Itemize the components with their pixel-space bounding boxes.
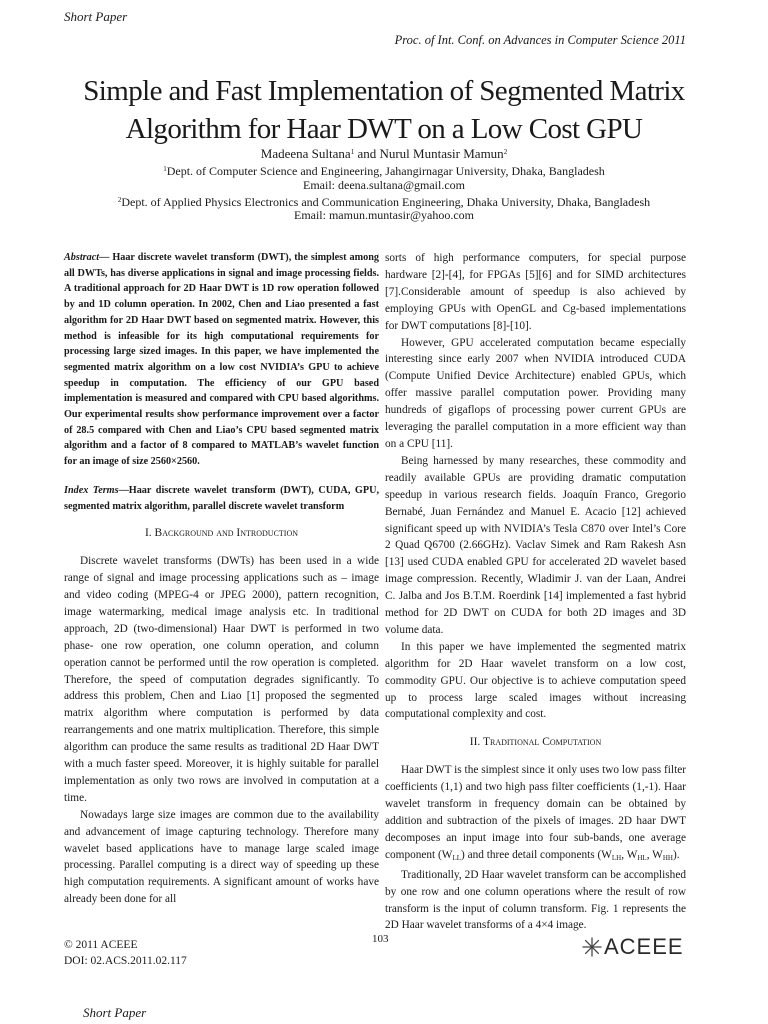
paper-title <box>40 72 728 148</box>
author-2: Nurul Muntasir Mamun <box>379 146 504 161</box>
author-1: Madeena Sultana <box>260 146 351 161</box>
doi: DOI: 02.ACS.2011.02.117 <box>64 955 187 967</box>
author-2-sup: 2 <box>503 148 508 156</box>
subscript-lh: LH <box>611 853 622 862</box>
proceedings-header: Proc. of Int. Conf. on Advances in Computer Science 2011 <box>394 33 686 47</box>
section-2-paragraph-1 <box>385 762 686 866</box>
index-terms-lead: Index Terms <box>64 484 119 496</box>
index-terms-text: —Haar discrete wavelet transform (DWT), CUDA, GPU, segmented matrix algorithm, parallel discrete wavelet transform <box>64 484 379 512</box>
s2p1-text-d: , W <box>646 848 663 861</box>
email-1: Email: deena.sultana@gmail.com <box>303 178 465 192</box>
abstract-text: — Haar discrete wavelet transform (DWT), the simplest among all DWTs, has diverse applications in signal and image processing fields. A traditional approach for 2D Haar DWT is 1D row operation followed by and 1D column operation. In 2002, Chen and Liao presented a fast algorithm for 2D Haar DWT based on segmented matrix. However, this method is infeasible for its high computational requirements for processing large sized images. In this paper, we have implemented the segmented matrix algorithm on a low cost NVIDIA’s GPU to achieve speedup in computation. The efficiency of our GPU based implementation is measured and compared with CPU based algorithms. Our experimental results show performance improvement over a factor of 28.5 compared with Chen and Liao’s CPU based segmented matrix algorithm and a factor of 8 compared to MATLAB’s wavelet function for an image of size 2560×2560. <box>64 252 379 468</box>
section-1-paragraph-6: In this paper we have implemented the segmented matrix algorithm for 2D Haar wavelet transform on a low cost, commodity GPU. Our objective is to achieve computation speed up to process large scaled images without increasing computational complexity and cost. <box>385 640 686 721</box>
section-1-paragraph-4: However, GPU accelerated computation became especially interesting since early 2007 when NVIDIA introduced CUDA (Compute Unified Device Architecture) enabled GPUs, which offer massive parallel computation power. Providing many hundreds of gigaflops of processing power current GPUs are leveraging the parallel computation in a more efficient way than on a CPU [11]. <box>385 336 686 450</box>
short-paper-label-top: Short Paper <box>64 9 128 24</box>
affiliation-2-sup: 2 <box>117 196 122 204</box>
index-terms <box>64 483 379 514</box>
s2p1-text-a: Haar DWT is the simplest since it only uses two low pass filter coefficients (1,1) and two high pass filter coefficients (1,-1). Haar wavelet transform in frequency domain can be obtained by addition and subtraction of the pixels of images. 2D haar DWT decomposes an input image into four sub-bands, one average component (W <box>385 764 686 861</box>
s2p1-text-e: ). <box>672 848 680 861</box>
s2p1-text-c: , W <box>621 848 638 861</box>
subscript-ll: LL <box>452 853 462 862</box>
affiliation-2-text: Dept. of Applied Physics Electronics and Communication Engineering, Dhaka University, Dhaka, Bangladesh <box>121 195 651 209</box>
short-paper-label-bottom: Short Paper <box>83 1005 147 1020</box>
title-line-1: Simple and Fast Implementation of Segmented Matrix <box>83 75 685 107</box>
page-number: 103 <box>372 933 389 945</box>
abstract-lead: Abstract <box>64 252 100 263</box>
affiliation-1-text: Dept. of Computer Science and Engineering, Jahangirnagar University, Dhaka, Bangladesh <box>166 164 605 178</box>
section-2-paragraph-2: Traditionally, 2D Haar wavelet transform can be accomplished by one row and one column operations where the result of row transform is the input of column transform. Fig. 1 represents the 2D Haar wavelet transforms of a 4×4 image. <box>385 868 686 932</box>
section-1-paragraph-3: sorts of high performance computers, for special purpose hardware [2]-[4], for FPGAs [5][6] and for SIMD architectures [7].Considerable amount of speedup is also achieved by employing GPUs with OpenGL and Cg-based implementations for DWT computations [8]-[10]. <box>385 252 686 332</box>
logo-text: ACEEE <box>604 934 684 959</box>
title-line-2: Algorithm for Haar DWT on a Low Cost GPU <box>125 113 643 145</box>
section-2-heading: II. Traditional Computation <box>469 736 602 749</box>
abstract <box>64 250 379 470</box>
email-2: Email: mamun.muntasir@yahoo.com <box>293 208 475 222</box>
star-burst-icon <box>582 937 602 957</box>
footer-info <box>64 937 187 969</box>
left-column <box>64 250 379 908</box>
copyright: © 2011 ACEEE <box>64 939 138 951</box>
section-1-paragraph-1: Discrete wavelet transforms (DWTs) has been used in a wide range of signal and image processing applications such as – image and video coding (MPEG-4 or JPEG 2000), pattern recognition, image watermarking, medical image analysis etc. In traditional approach, 2D (two-dimensional) Haar DWT is performed in two phase- one row operation, one column operation, and column operation cannot be performed until the row operation is completed. Therefore, the speed of computation degrades significantly. To address this problem, Chen and Liao [1] proposed the segmented matrix algorithm where computation is performed by data rearrangements and one matrix multiplication. Therefore, this simple algorithm can produce the same results as traditional 2D Haar DWT with a much faster speed. Moreover, it is highly suitable for parallel implementation as only two rows are involved in computation at a time. <box>64 555 379 804</box>
section-1-heading: I. Background and Introduction <box>144 527 299 540</box>
s2p1-text-b: ) and three detail components (W <box>461 848 612 861</box>
aceee-logo <box>582 934 684 960</box>
subscript-hh: HH <box>662 853 673 862</box>
author-line <box>40 144 728 162</box>
subscript-hl: HL <box>637 853 647 862</box>
affiliation-1-sup: 1 <box>163 165 167 173</box>
section-1-paragraph-5: Being harnessed by many researches, these commodity and readily available GPUs are providing dramatic computation speedup in various research fields. Joaquín Franco, Gregorio Bernabé, Juan Fernández and Manuel E. Acacio [12] achieved significant speed up with NVIDIA’s Tesla C870 over Intel’s Core 2 Quad Q6700 (2.66GHz). Vaclav Simek and Ram Rakesh Asn [13] used CUDA enabled GPU for accelerated 2D wavelet based image compression. Recently, Wladimir J. van der Laan, Andrei C. Jalba and Jos B.T.M. Roerdink [14] implemented a fast hybrid method for 2D DWT on CUDA for both 2D images and 3D volume data. <box>385 454 686 636</box>
right-column <box>385 250 686 934</box>
section-1-paragraph-2: Nowadays large size images are common due to the availability and advancement of image capturing technology. Therefore many wavelet based applications have to manage large scaled image processing. Parallel computing is a direct way of speeding up these high computation requirements. A significant amount of works have already been done for all <box>64 808 379 906</box>
author-and: and <box>354 146 380 161</box>
author-1-sup: 1 <box>350 148 355 156</box>
